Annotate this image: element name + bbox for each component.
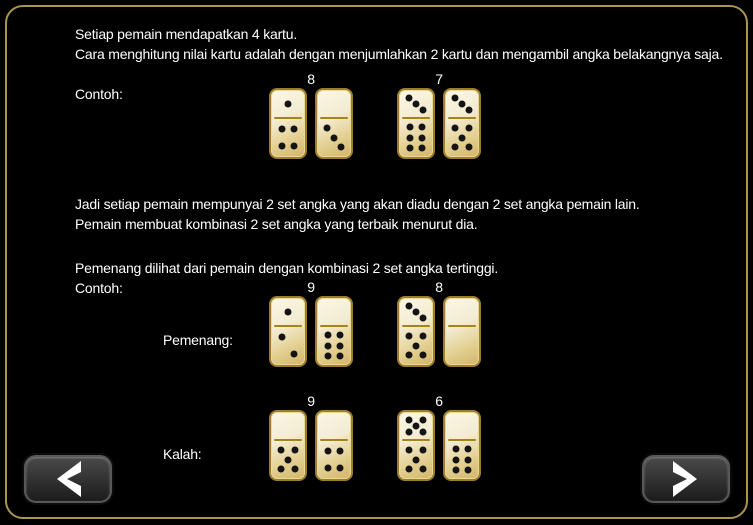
domino-card xyxy=(269,296,307,367)
domino-pip xyxy=(406,416,413,423)
rules-line-3: Pemenang dilihat dari pemain dengan kombinasi 2 set angka tertinggi. xyxy=(75,260,499,276)
domino-bottom-half xyxy=(273,120,303,155)
domino-divider xyxy=(448,117,476,119)
domino-divider xyxy=(402,439,430,441)
domino-pip xyxy=(419,429,426,436)
domino-pip xyxy=(413,342,420,349)
domino-top-half xyxy=(319,300,349,324)
domino-pip xyxy=(419,333,426,340)
example2-label: Contoh: xyxy=(75,280,123,296)
domino-pip xyxy=(291,465,298,472)
domino-divider xyxy=(402,117,430,119)
domino-pair xyxy=(397,394,481,481)
domino-top-half xyxy=(447,300,477,324)
domino-pip xyxy=(464,466,471,473)
domino-pip xyxy=(465,125,472,132)
domino-pip xyxy=(278,333,285,340)
domino-pip xyxy=(337,448,344,455)
domino-pip xyxy=(465,107,472,114)
domino-pair xyxy=(269,72,353,159)
domino-pair xyxy=(397,280,481,367)
domino-pip xyxy=(406,94,413,101)
domino-pip xyxy=(413,423,420,430)
domino-bottom-half xyxy=(401,442,431,477)
domino-pip xyxy=(406,447,413,454)
domino-pip xyxy=(407,144,414,151)
domino-pip xyxy=(452,125,459,132)
pair-sum-label: 9 xyxy=(307,393,315,409)
domino-bottom-half xyxy=(447,328,477,363)
domino-pip xyxy=(459,101,466,108)
domino-top-half xyxy=(273,414,303,438)
domino-pip xyxy=(406,351,413,358)
domino-pip xyxy=(413,309,420,316)
domino-pip xyxy=(407,124,414,131)
instructions-line-2: Cara menghitung nilai kartu adalah dengan menjumlahkan 2 kartu dan mengambil angka belakangnya saja. xyxy=(75,46,723,62)
domino-pip xyxy=(419,416,426,423)
loser-domino-row xyxy=(269,394,481,481)
rules-line-2: Pemain membuat kombinasi 2 set angka yang terbaik menurut dia. xyxy=(75,216,478,232)
domino-divider xyxy=(448,439,476,441)
domino-pip xyxy=(464,456,471,463)
domino-bottom-half xyxy=(319,120,349,155)
domino-pair xyxy=(269,280,353,367)
domino-bottom-half xyxy=(319,328,349,363)
domino-pip xyxy=(336,352,343,359)
domino-bottom-half xyxy=(401,328,431,363)
domino-card xyxy=(315,88,353,159)
domino-pip xyxy=(291,126,298,133)
pair-dominoes xyxy=(269,296,353,367)
rules-line-1: Jadi setiap pemain mempunyai 2 set angka yang akan diadu dengan 2 set angka pemain lain. xyxy=(75,196,640,212)
domino-top-half xyxy=(401,300,431,324)
domino-pip xyxy=(278,126,285,133)
domino-pip xyxy=(453,456,460,463)
domino-card xyxy=(397,296,435,367)
domino-pip xyxy=(407,134,414,141)
domino-card xyxy=(269,88,307,159)
domino-divider xyxy=(274,439,302,441)
domino-card xyxy=(315,296,353,367)
domino-card xyxy=(443,410,481,481)
pair-dominoes xyxy=(397,410,481,481)
chevron-right-icon xyxy=(671,460,701,498)
domino-pip xyxy=(325,352,332,359)
domino-top-half xyxy=(447,92,477,116)
domino-top-half xyxy=(401,414,431,438)
domino-bottom-half xyxy=(273,328,303,363)
domino-card xyxy=(443,296,481,367)
domino-top-half xyxy=(319,92,349,116)
domino-pip xyxy=(418,134,425,141)
domino-pip xyxy=(419,315,426,322)
winner-domino-row xyxy=(269,280,481,367)
domino-pair xyxy=(397,72,481,159)
domino-pip xyxy=(336,342,343,349)
domino-card xyxy=(315,410,353,481)
domino-top-half xyxy=(401,92,431,116)
example1-domino-row xyxy=(269,72,481,159)
domino-pip xyxy=(406,333,413,340)
domino-bottom-half xyxy=(447,442,477,477)
domino-pip xyxy=(419,465,426,472)
domino-top-half xyxy=(447,414,477,438)
domino-pip xyxy=(419,107,426,114)
domino-pip xyxy=(452,143,459,150)
domino-pip xyxy=(452,94,459,101)
domino-pip xyxy=(291,142,298,149)
domino-pip xyxy=(291,447,298,454)
domino-pip xyxy=(418,144,425,151)
pair-dominoes xyxy=(269,410,353,481)
domino-top-half xyxy=(273,300,303,324)
domino-divider xyxy=(274,117,302,119)
domino-pip xyxy=(406,465,413,472)
pair-sum-label: 7 xyxy=(435,71,443,87)
domino-divider xyxy=(448,325,476,327)
loser-label: Kalah: xyxy=(163,446,202,462)
domino-pip xyxy=(285,309,292,316)
domino-card xyxy=(269,410,307,481)
domino-pip xyxy=(278,142,285,149)
pair-sum-label: 8 xyxy=(435,279,443,295)
domino-pip xyxy=(331,134,338,141)
domino-top-half xyxy=(319,414,349,438)
domino-bottom-half xyxy=(319,442,349,477)
domino-bottom-half xyxy=(273,442,303,477)
domino-pip xyxy=(406,302,413,309)
instructions-paragraph xyxy=(75,24,723,64)
domino-pip xyxy=(464,446,471,453)
domino-pip xyxy=(278,447,285,454)
domino-pip xyxy=(453,466,460,473)
pair-dominoes xyxy=(397,88,481,159)
pair-dominoes xyxy=(397,296,481,367)
domino-pip xyxy=(413,456,420,463)
domino-top-half xyxy=(273,92,303,116)
domino-bottom-half xyxy=(447,120,477,155)
prev-button[interactable] xyxy=(24,455,112,503)
domino-card xyxy=(397,410,435,481)
domino-pair xyxy=(269,394,353,481)
domino-pip xyxy=(325,342,332,349)
domino-pip xyxy=(337,143,344,150)
domino-pip xyxy=(419,447,426,454)
domino-pip xyxy=(291,351,298,358)
next-button[interactable] xyxy=(642,455,730,503)
domino-pip xyxy=(419,351,426,358)
domino-pip xyxy=(324,125,331,132)
domino-pip xyxy=(324,464,331,471)
domino-pip xyxy=(459,134,466,141)
domino-divider xyxy=(274,325,302,327)
domino-pip xyxy=(285,101,292,108)
pair-sum-label: 6 xyxy=(435,393,443,409)
domino-pip xyxy=(285,456,292,463)
domino-pip xyxy=(324,448,331,455)
domino-divider xyxy=(402,325,430,327)
domino-card xyxy=(443,88,481,159)
domino-bottom-half xyxy=(401,120,431,155)
domino-divider xyxy=(320,439,348,441)
domino-pip xyxy=(325,332,332,339)
domino-pip xyxy=(336,332,343,339)
example1-label: Contoh: xyxy=(75,86,123,102)
winner-label: Pemenang: xyxy=(163,332,233,348)
domino-pip xyxy=(406,429,413,436)
domino-pip xyxy=(413,101,420,108)
pair-sum-label: 9 xyxy=(307,279,315,295)
instructions-line-1: Setiap pemain mendapatkan 4 kartu. xyxy=(75,26,298,42)
domino-pip xyxy=(278,465,285,472)
domino-card xyxy=(397,88,435,159)
domino-pip xyxy=(453,446,460,453)
chevron-left-icon xyxy=(53,460,83,498)
domino-pip xyxy=(418,124,425,131)
pair-sum-label: 8 xyxy=(307,71,315,87)
domino-divider xyxy=(320,325,348,327)
domino-divider xyxy=(320,117,348,119)
rules-paragraph xyxy=(75,194,640,234)
pair-dominoes xyxy=(269,88,353,159)
domino-pip xyxy=(337,464,344,471)
domino-pip xyxy=(465,143,472,150)
